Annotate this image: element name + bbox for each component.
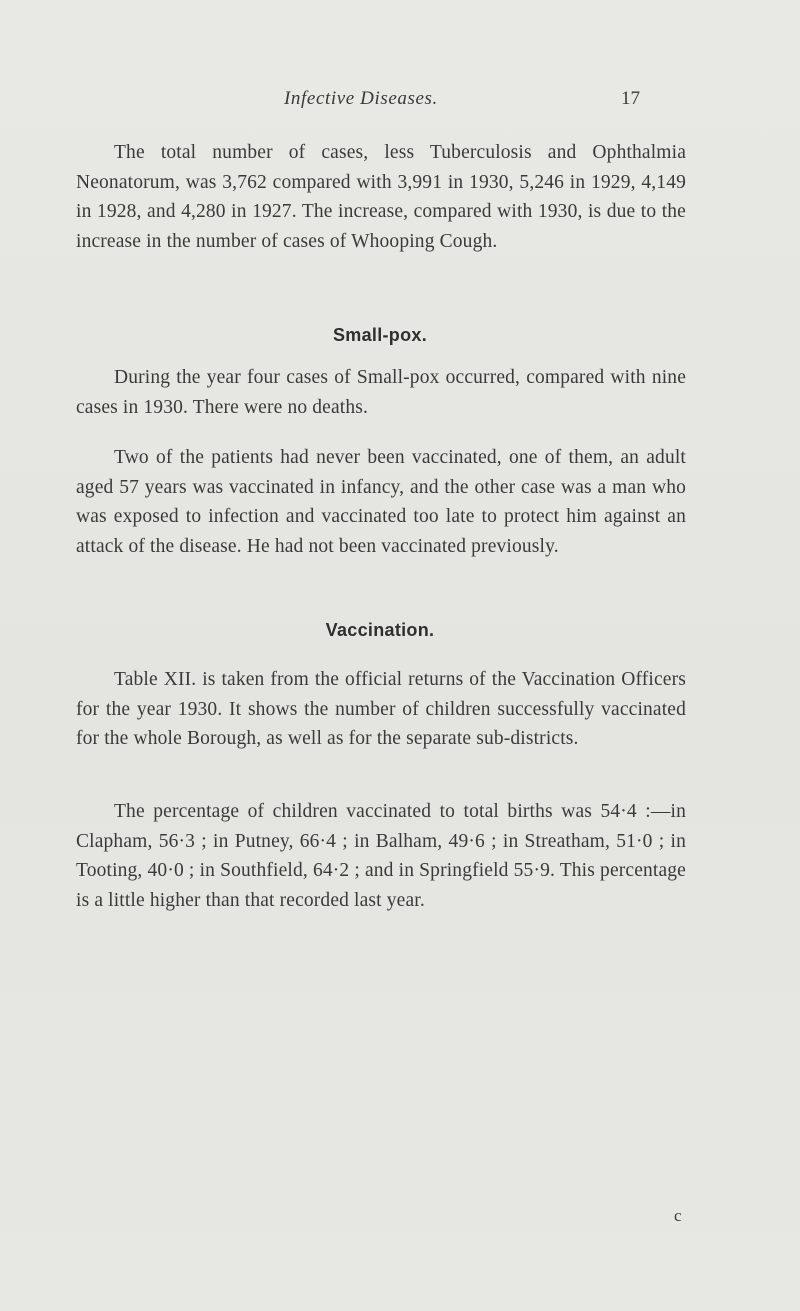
- vaccination-heading: Vaccination.: [325, 620, 435, 640]
- smallpox-heading: Small-pox.: [332, 325, 428, 345]
- smallpox-paragraph-1: During the year four cases of Small-pox occurred, compared with nine cases in 1930. There were no deaths.: [76, 367, 686, 418]
- intro-paragraph: The total number of cases, less Tuberculosis and Ophthalmia Neonatorum, was 3,762 compared with 3,991 in 1930, 5,246 in 1929, 4,149 in 1928, and 4,280 in 1927. The increase, compared with 1930, is due to the increase in the number of cases of Whooping Cough.: [76, 142, 686, 252]
- vaccination-paragraph-2: The percentage of children vaccinated to total births was 54·4 :—in Clapham, 56·3 ; in Putney, 66·4 ; in Balham, 49·6 ; in Streatham, 51·0 ; in Tooting, 40·0 ; in Southfield, 64·2 ; and in Springfield 55·9. This percentage is a little higher than that recorded last year.: [76, 801, 686, 911]
- running-header: [0, 88, 800, 118]
- running-title: Infective Diseases.: [284, 88, 438, 109]
- vaccination-paragraph-1: Table XII. is taken from the official returns of the Vaccination Officers for the year 1930. It shows the number of children successfully vaccinated for the whole Borough, as well as for the separate sub-districts.: [76, 669, 686, 749]
- smallpox-paragraph-2: Two of the patients had never been vaccinated, one of them, an adult aged 57 years was vaccinated in infancy, and the other case was a man who was exposed to infection and vaccinated too late to protect him against an attack of the disease. He had not been vaccinated previously.: [76, 447, 686, 557]
- page-number: 17: [621, 88, 640, 109]
- signature-mark: c: [674, 1206, 682, 1225]
